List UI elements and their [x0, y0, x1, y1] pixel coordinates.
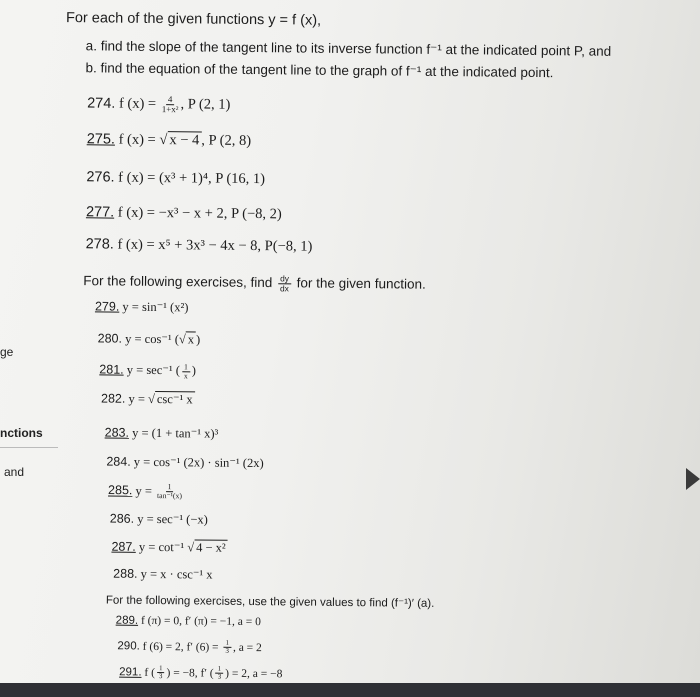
problem-expression: y = sec⁻¹ (−x)	[134, 511, 208, 527]
problem-279[interactable]	[95, 298, 189, 315]
problem-number[interactable]: 291.	[119, 666, 142, 679]
problem-number[interactable]: 275.	[86, 131, 116, 148]
problem-number[interactable]: 283.	[104, 425, 130, 440]
problem-282	[101, 390, 195, 407]
problem-275[interactable]	[87, 131, 252, 150]
problem-expression: y = sin⁻¹ (x²)	[119, 299, 189, 315]
problem-number[interactable]: 279.	[94, 299, 120, 314]
problem-number[interactable]: 281.	[99, 362, 124, 377]
problem-number: 276.	[86, 169, 115, 186]
problem-number: 288.	[113, 566, 138, 581]
problem-284	[106, 454, 263, 472]
problem-number[interactable]: 289.	[115, 614, 139, 627]
problem-281[interactable]	[99, 361, 196, 380]
problem-expression: y = sec⁻¹ ( $\frac{1}{x}$ )	[123, 361, 197, 380]
section-heading-derivatives: For the following exercises, find $\frac{dy}{dx}$ for the given function.	[83, 273, 426, 294]
bottom-dark-band	[0, 683, 700, 697]
problem-number: 278.	[85, 236, 114, 253]
problem-expression: f (6) = 2, f′ (6) = $\frac{1}{3}$ , a = 2	[139, 638, 262, 656]
problem-number: 284.	[106, 454, 131, 469]
problem-280	[98, 330, 201, 347]
problem-expression: y = √ csc⁻¹ x	[125, 391, 194, 406]
problem-number: 280.	[97, 331, 123, 346]
problem-288	[113, 566, 213, 583]
intro-part-a: a. find the slope of the tangent line to its inverse function f⁻¹ at the indicated point P, and	[85, 38, 612, 59]
problem-expression: f (x) = (x³ + 1)⁴, P (16, 1)	[114, 169, 266, 188]
problem-number: 282.	[100, 391, 126, 406]
problem-291[interactable]	[119, 665, 282, 683]
problem-number[interactable]: 277.	[85, 204, 115, 221]
problem-274	[87, 94, 230, 115]
problem-expression: f (x) = $\frac{4}{\text{1+x²}}$ , P (2, 1)	[115, 94, 231, 115]
problem-287[interactable]	[111, 539, 227, 556]
problem-expression: y = x · csc⁻¹ x	[137, 566, 213, 582]
problem-number: 286.	[109, 511, 135, 526]
problem-number[interactable]: 287.	[111, 539, 136, 554]
problem-expression: y = cos⁻¹ (2x) · sin⁻¹ (2x)	[130, 454, 264, 471]
side-fragment-and: and	[4, 465, 25, 479]
problem-expression: f (x) = √ x − 4 , P (2, 8)	[114, 131, 252, 150]
intro-text: For each of the given functions y = f (x),	[65, 10, 322, 29]
side-fragment-ge: ge	[0, 345, 14, 359]
intro-part-b: b. find the equation of the tangent line to the graph of f⁻¹ at the indicated point.	[85, 60, 554, 81]
problem-number: 274.	[87, 95, 116, 112]
problem-number[interactable]: 285.	[108, 483, 133, 498]
problem-283[interactable]	[105, 424, 219, 441]
problem-expression: y = cot⁻¹ √ 4 − x²	[136, 539, 228, 554]
problem-expression: f (x) = −x³ − x + 2, P (−8, 2)	[114, 204, 282, 223]
problem-278	[86, 236, 313, 255]
problem-277[interactable]	[86, 204, 282, 223]
problem-276	[86, 169, 265, 188]
problem-expression: y = (1 + tan⁻¹ x)³	[128, 425, 219, 441]
problem-expression: f ( $\frac{1}{3}$ ) = −8, f′ ( $\frac{1}{3}$ ) = 2, a = −8	[141, 664, 283, 682]
problem-expression: y = $\frac{1}{\text{tan⁻¹(x)}}$	[132, 482, 183, 501]
problem-290	[117, 639, 262, 656]
problem-expression: y = cos⁻¹ (√ x )	[121, 331, 201, 347]
section-heading-inverse: For the following exercises, use the given values to find (f⁻¹)′ (a).	[105, 594, 435, 610]
side-fragment-functions: nctions	[0, 426, 43, 440]
problem-number: 290.	[117, 640, 140, 653]
problem-289[interactable]	[116, 615, 261, 629]
problem-expression: f (x) = x⁵ + 3x³ − 4x − 8, P(−8, 1)	[113, 236, 313, 255]
problem-expression: f (π) = 0, f′ (π) = −1, a = 0	[138, 614, 261, 629]
problem-285[interactable]	[108, 483, 184, 501]
problem-286	[110, 511, 208, 528]
